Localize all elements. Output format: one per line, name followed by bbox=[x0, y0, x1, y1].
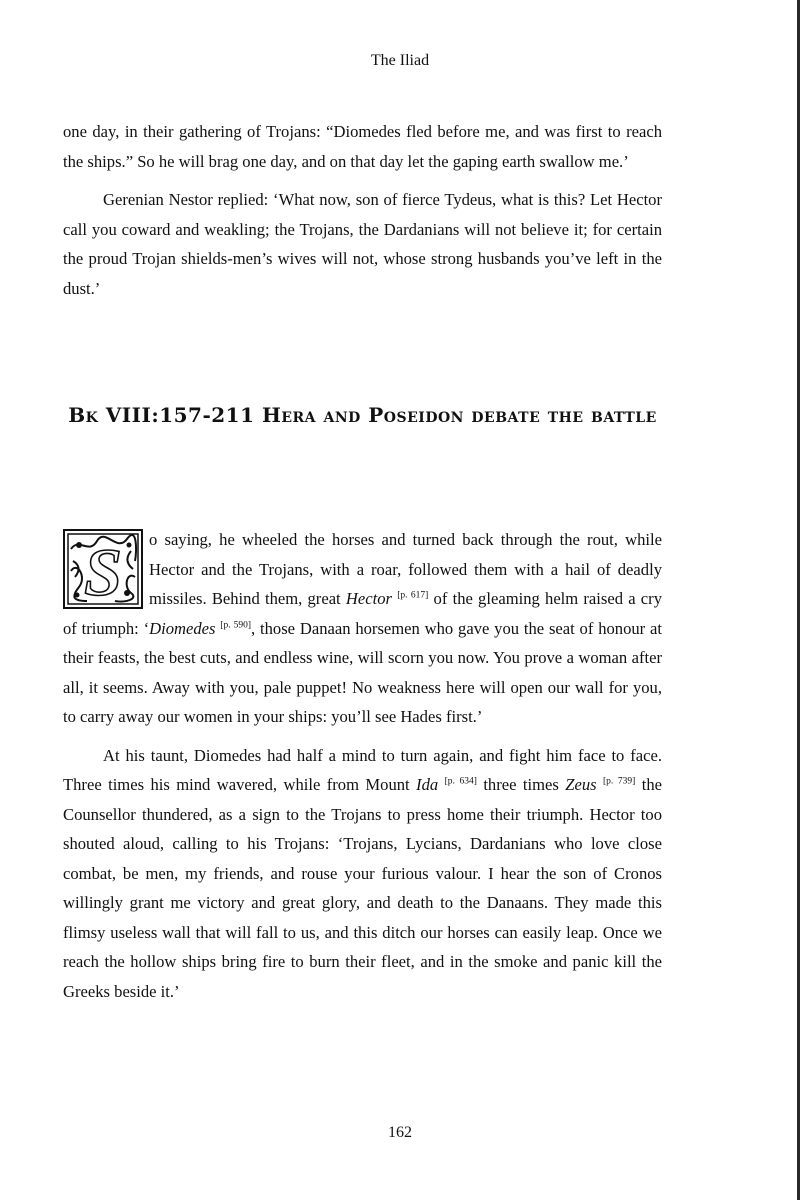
index-reference-link[interactable]: [p. 590] bbox=[220, 619, 252, 630]
chapter-text bbox=[63, 525, 662, 1006]
ornamental-initial-icon bbox=[65, 531, 141, 607]
person-name: Diomedes bbox=[149, 618, 216, 638]
text-run: of the gleaming helm raised a cry of triumph: ‘ bbox=[63, 589, 662, 638]
paragraph bbox=[63, 741, 662, 1007]
index-reference-link[interactable]: [p. 739] bbox=[603, 776, 636, 787]
paragraph bbox=[63, 525, 662, 732]
drop-cap-ornament bbox=[63, 529, 143, 609]
drop-cap-letter: S bbox=[84, 534, 122, 607]
chapter-heading: Bk VIII:157-211 Hera and Poseidon debate the battle bbox=[68, 403, 657, 427]
text-run: the Counsellor thundered, as a sign to the Trojans to press home their triumph. Hector too shouted aloud, calling to his Trojans: ‘Trojans, Lycians, Dardanians who love close combat, be men, my friends, and rouse your furious valour. I hear the son of Cronos willingly grant me victory and great glory, and death to the Danaans. They made this flimsy useless wall that will fall to us, and this ditch our horses can easily leap. Once we reach the hollow ships bring fire to burn their fleet, and in the smoke and panic kill the Greeks beside it.’ bbox=[63, 775, 663, 1001]
paragraph: one day, in their gathering of Trojans: “Diomedes fled before me, and was first to reach the ships.” So he will brag one day, and on that day let the gaping earth swallow me.’ bbox=[63, 122, 662, 171]
page-number: 162 bbox=[388, 1124, 412, 1141]
index-reference-link[interactable]: [p. 634] bbox=[444, 776, 477, 787]
text-run: three times bbox=[476, 775, 566, 794]
running-header: The Iliad bbox=[370, 52, 430, 69]
text-run: o saying, he wheeled the horses and turned back through the rout, while Hector and the Trojans, with a roar, followed them with a hail of deadly missiles. Behind them, great bbox=[149, 530, 662, 608]
place-name: Ida bbox=[416, 775, 439, 794]
text-run: , those Danaan horsemen who gave you the seat of honour at their feasts, the best cuts, and endless wine, will scorn you now. You prove a woman after all, it seems. Away with you, pale puppet! No weakness here will open our wall for you, to carry away our women in your ships: you’ll see Hades first.’ bbox=[63, 618, 662, 726]
person-name: Hector bbox=[345, 589, 392, 608]
index-reference-link[interactable]: [p. 617] bbox=[397, 590, 429, 601]
opening-text bbox=[63, 117, 662, 303]
person-name: Zeus bbox=[565, 775, 597, 794]
paragraph: Gerenian Nestor replied: ‘What now, son of fierce Tydeus, what is this? Let Hector call you coward and weakling; the Trojans, the Dardanians will not believe it; for certain the proud Trojan shields-men’s wives will not, whose strong husbands you’ve left in the dust.’ bbox=[63, 190, 662, 298]
text-run: At his taunt, Diomedes had half a mind to turn again, and fight him face to face. Three times his mind wavered, while from Mount bbox=[63, 745, 662, 794]
